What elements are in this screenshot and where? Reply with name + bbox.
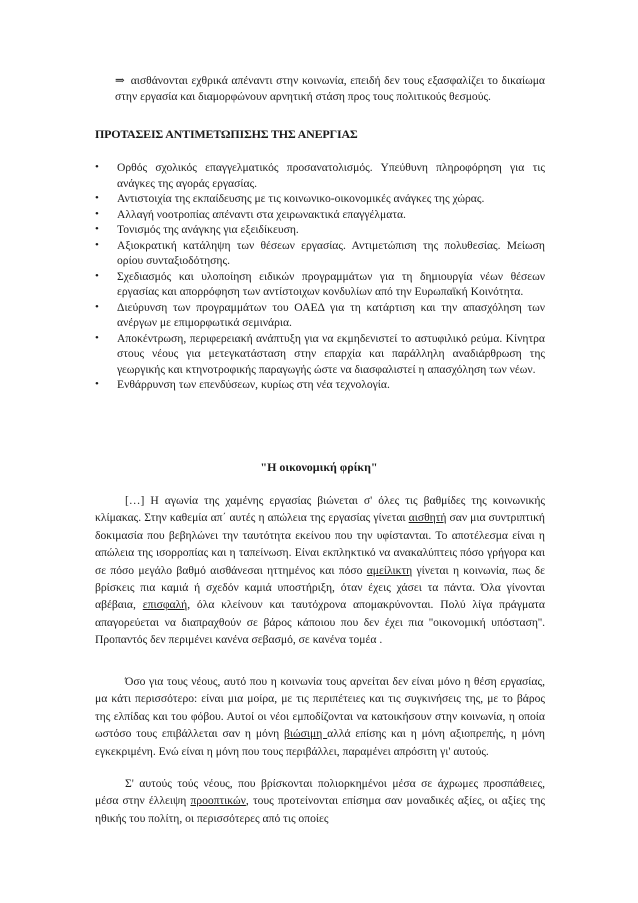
paragraph-text: , όλα κλείνουν και ταυτόχρονα απομακρύνονται. Πολύ λίγα πράγματα απαγορεύεται να διαπραχθούν σε βάρος κάποιου που δεν έχει πια ''οικονομική υπόσταση''. Προπαντός δεν περιμένει κανένα σεβασμό, σε κανένα τομέα . (95, 598, 545, 647)
paragraph-text: , τους προτείνονται επίσημα σαν μοναδικές αξίες, οι αξίες της ηθικής του πολίτη, οι περισσότερες από τις οποίες (95, 794, 545, 825)
essay-title: "Η οικονομική φρίκη" (260, 460, 378, 474)
list-item-text: Ενθάρρυνση των επενδύσεων, κυρίως στη νέα τεχνολογία. (117, 378, 390, 391)
paragraph-text: Όσο για τους νέους, αυτό που η κοινωνία τους αρνείται δεν είναι μόνο η θέση εργασίας, μα κάτι περισσότερο: είναι μια μοίρα, με τις περιπέτειες και τις συγκινήσεις της, με το βάρος της ελπίδας και του φόβου. Αυτοί οι νέοι εμποδίζονται να κατοικήσουν στην κοινωνία, η οποία ωστόσο τους επιβάλλεται σαν η μόνη (95, 675, 545, 741)
essay-paragraph-3 (95, 775, 545, 827)
list-item-text: Σχεδιασμός και υλοποίηση ειδικών προγραμμάτων για τη δημιουργία νέων θέσεων εργασίας και απορρόφηση των αντίστοιχων κονδυλίων από την Ευρωπαϊκή Κοινότητα. (117, 269, 545, 298)
list-item (95, 300, 545, 331)
list-item (95, 377, 545, 393)
underlined-word: προοπτικών (190, 794, 246, 808)
paragraph-text: Σ' αυτούς τούς νέους, που βρίσκονται πολιορκημένοι μέσα σε άχρωμες προσπάθειες, μέσα στην έλλειψη (95, 777, 545, 808)
bullet-icon: • (95, 161, 99, 173)
bullet-icon: • (95, 269, 99, 282)
list-item-text: Διεύρυνση των προγραμμάτων του ΟΑΕΔ για τη κατάρτιση και την απασχόληση των ανέργων με επιμορφωτικά σεμινάρια. (117, 300, 545, 329)
list-item (95, 331, 545, 378)
list-item-text: Τονισμός της ανάγκης για εξειδίκευση. (117, 223, 299, 236)
list-item (95, 207, 545, 223)
underlined-word: βιώσιμη (284, 727, 328, 741)
bullet-icon: • (95, 300, 99, 313)
list-item-text: Αντιστοιχία της εκπαίδευσης με τις κοινωνικο-οικονομικές ανάγκες της χώρας. (117, 192, 485, 205)
bullet-icon: • (95, 223, 99, 235)
underlined-word: αμείλικτη (366, 563, 413, 577)
list-item (95, 222, 545, 238)
essay-paragraph-1 (95, 492, 545, 649)
bullet-icon: • (95, 378, 99, 390)
list-item (95, 269, 545, 300)
underlined-word: επισφαλή (142, 598, 188, 612)
paragraph-text: […] Η αγωνία της χαμένης εργασίας βιώνεται σ' όλες τις βαθμίδες της κοινωνικής κλίμακας. Στην καθεμία απ΄ αυτές η απώλεια της εργασίας γίνεται (95, 494, 545, 525)
bullet-icon: • (95, 192, 99, 204)
list-item (95, 191, 545, 207)
paragraph-text: σαν μια συντριπτική δοκιμασία που βεβηλώνει την ταυτότητα εκείνου που την υφίστανται. Το αποτέλεσμα είναι η απώλεια της ισορροπίας και η ταπείνωση. Είναι εκπληκτικό να ανακαλύπτεις πόσο γρήγορα και σε πόσο μεγάλο βαθμό αισθάνεσαι ηττημένος και πόσο (95, 511, 545, 577)
bullet-icon: • (95, 331, 99, 344)
underlined-word: αισθητή (408, 511, 447, 525)
proposals-list (95, 160, 545, 393)
intro-paragraph (115, 73, 545, 104)
list-item (95, 160, 545, 191)
bullet-icon: • (95, 238, 99, 251)
list-item-text: Αλλαγή νοοτροπίας απέναντι στα χειρωνακτικά επαγγέλματα. (117, 207, 406, 221)
list-item-text: Αποκέντρωση, περιφερειακή ανάπτυξη για να εκμηδενιστεί το αστυφιλικό ρεύμα. Κίνητρα στους νέους για μετεγκατάσταση στην επαρχία και παράλληλη αναδιάρθρωση της γεωργικής και κτηνοτροφικής παραγωγής ώστε να διασφαλιστεί η απασχόληση των νέων. (117, 331, 545, 376)
paragraph-text: γίνεται η κοινωνία, πως δε βρίσκεις πια καμιά ή σχεδόν καμιά υποστήριξη, όταν έχεις χάσει τα πάντα. Όλα γίνονται αβέβαια, (95, 563, 545, 612)
essay-paragraph-2 (95, 673, 545, 760)
list-item-text: Ορθός σχολικός επαγγελματικός προσανατολισμός. Υπεύθυνη πληροφόρηση για τις ανάγκες της αγοράς εργασίας. (117, 161, 545, 190)
paragraph-text: αλλά επίσης και η μόνη αξιοπρεπής, η μόνη εγκεκριμένη. Ενώ είναι η μόνη που τους περιβάλλει, παραμένει απρόσιτη γι' αυτούς. (95, 727, 545, 758)
section-heading: ΠΡΟΤΑΣΕΙΣ ΑΝΤΙΜΕΤΩΠΙΣΗΣ ΤΗΣ ΑΝΕΡΓΙΑΣ (95, 127, 358, 141)
right-arrow-icon: ⇒ (115, 74, 125, 87)
list-item (95, 238, 545, 269)
bullet-icon: • (95, 207, 99, 220)
list-item-text: Αξιοκρατική κατάληψη των θέσεων εργασίας. Αντιμετώπιση της πολυθεσίας. Μείωση ορίου συνταξιοδότησης. (117, 238, 545, 267)
intro-text: αισθάνονται εχθρικά απέναντι στην κοινωνία, επειδή δεν τους εξασφαλίζει το δικαίωμα στην εργασία και διαμορφώνουν αρνητική στάση προς τους πολιτικούς θεσμούς. (115, 74, 545, 103)
